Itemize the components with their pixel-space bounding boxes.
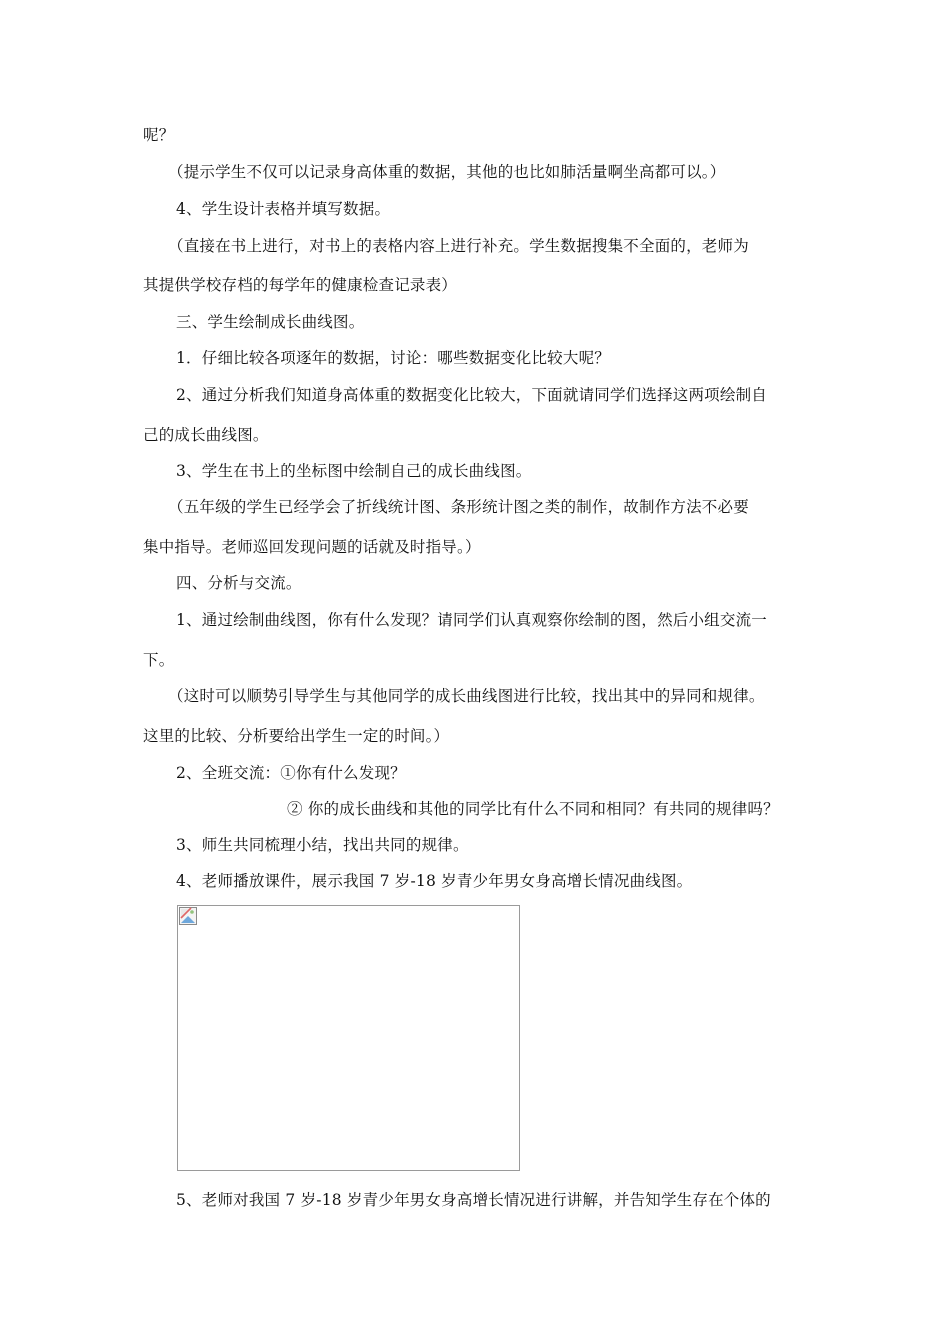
- text-line: 下。: [143, 651, 175, 669]
- broken-image-icon: [179, 907, 197, 925]
- text-line: 5、老师对我国 7 岁-18 岁青少年男女身高增长情况进行讲解，并告知学生存在个体的: [176, 1191, 771, 1209]
- text-line: 这里的比较、分析要给出学生一定的时间。）: [143, 727, 450, 745]
- text-line: 1、通过绘制曲线图，你有什么发现？请同学们认真观察你绘制的图，然后小组交流一: [176, 611, 767, 629]
- text-line: 其提供学校存档的每学年的健康检查记录表）: [143, 276, 458, 294]
- text-line: 4、老师播放课件，展示我国 7 岁-18 岁青少年男女身高增长情况曲线图。: [176, 872, 693, 890]
- text-line: 集中指导。老师巡回发现问题的话就及时指导。）: [143, 538, 481, 556]
- section-heading: 三、学生绘制成长曲线图。: [176, 313, 365, 331]
- text-line: （五年级的学生已经学会了折线统计图、条形统计图之类的制作，故制作方法不必要: [168, 498, 749, 516]
- section-heading: 四、分析与交流。: [176, 574, 302, 592]
- text-line: 2、全班交流：①你有什么发现？: [176, 764, 406, 782]
- text-line: 2、通过分析我们知道身高体重的数据变化比较大，下面就请同学们选择这两项绘制自: [176, 386, 767, 404]
- text-line: 己的成长曲线图。: [143, 426, 269, 444]
- text-line: 呢？: [143, 126, 175, 144]
- text-line: （提示学生不仅可以记录身高体重的数据，其他的也比如肺活量啊坐高都可以。）: [168, 163, 726, 181]
- text-line: ② 你的成长曲线和其他的同学比有什么不同和相同？有共同的规律吗？: [287, 800, 779, 818]
- text-line: 3、师生共同梳理小结，找出共同的规律。: [176, 836, 469, 854]
- text-line: 1．仔细比较各项逐年的数据，讨论：哪些数据变化比较大呢？: [176, 349, 610, 367]
- text-line: 4、学生设计表格并填写数据。: [176, 200, 391, 218]
- image-placeholder: [177, 905, 520, 1171]
- text-line: （直接在书上进行，对书上的表格内容上进行补充。学生数据搜集不全面的，老师为: [168, 237, 749, 255]
- text-line: 3、学生在书上的坐标图中绘制自己的成长曲线图。: [176, 462, 532, 480]
- text-line: （这时可以顺势引导学生与其他同学的成长曲线图进行比较，找出其中的异同和规律。: [168, 687, 765, 705]
